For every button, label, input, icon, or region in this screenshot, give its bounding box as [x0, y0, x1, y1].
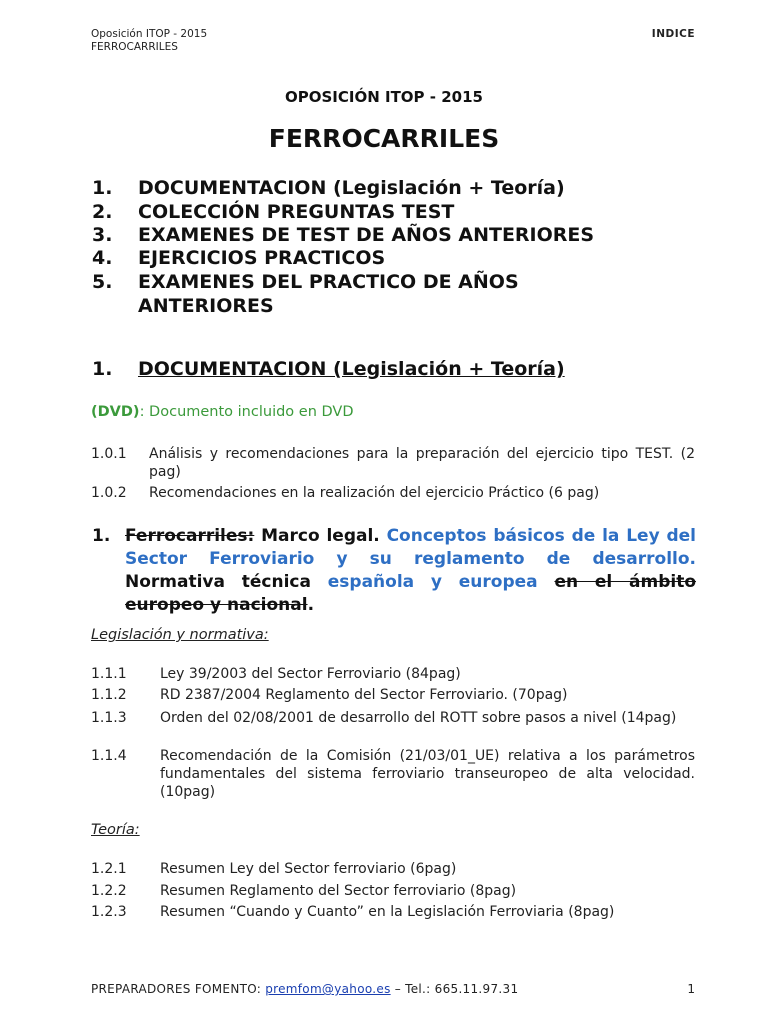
list-item: 1.1.2 RD 2387/2004 Reglamento del Sector Ferroviario. (70pag) — [91, 687, 568, 703]
footer-prefix: PREPARADORES FOMENTO: — [91, 982, 266, 996]
toc-item: 3. EXAMENES DE TEST DE AÑOS ANTERIORES — [92, 224, 595, 246]
document-title: FERROCARRILES — [268, 124, 500, 153]
teoria-heading: Teoría: — [91, 822, 140, 838]
dvd-text: : Documento incluido en DVD — [139, 404, 354, 420]
header-subject: FERROCARRILES — [91, 41, 178, 53]
subsection-text: Ferrocarriles: Marco legal. Conceptos básicos de la Ley del Sector Ferroviario y su reglamento de desarrollo. Normativa técnica española y europea en el ámbito europeo y nacional. — [125, 526, 696, 615]
toc-item: 2. COLECCIÓN PREGUNTAS TEST — [92, 201, 455, 223]
list-item: 1.1.4 Recomendación de la Comisión (21/03/01_UE) relativa a los parámetros fundamentales del sistema ferroviario transeuropeo de alta velocidad. (10pag) — [91, 748, 695, 800]
toc-item: 1. DOCUMENTACION (Legislación + Teoría) — [92, 177, 565, 199]
list-item: 1.1.3 Orden del 02/08/2001 de desarrollo del ROTT sobre pasos a nivel (14pag) — [91, 710, 677, 726]
footer-email-link[interactable]: premfom@yahoo.es — [265, 982, 391, 996]
list-item: 1.0.2 Recomendaciones en la realización del ejercicio Práctico (6 pag) — [91, 485, 600, 501]
subsection-heading: 1. Ferrocarriles: Marco legal. Conceptos básicos de la Ley del Sector Ferroviario y su reglamento de desarrollo. Normativa técnica española y europea en el ámbito europeo y nacional. — [92, 526, 696, 615]
header-exam-title: Oposición ITOP - 2015 — [91, 28, 208, 40]
dvd-label: (DVD) — [91, 404, 140, 420]
list-item: 1.1.1 Ley 39/2003 del Sector Ferroviario (84pag) — [91, 666, 461, 682]
footer-phone: – Tel.: 665.11.97.31 — [390, 982, 519, 996]
legislacion-heading: Legislación y normativa: — [91, 627, 269, 643]
list-item: 1.2.1 Resumen Ley del Sector ferroviario (6pag) — [91, 861, 457, 877]
header-left — [91, 28, 207, 54]
list-item: 1.2.3 Resumen “Cuando y Cuanto” en la Legislación Ferroviaria (8pag) — [91, 904, 615, 920]
section-heading: 1. DOCUMENTACION (Legislación + Teoría) — [92, 358, 565, 380]
toc-item: 5. EXAMENES DEL PRACTICO DE AÑOS — [92, 271, 519, 293]
footer — [91, 982, 518, 996]
document-subtitle: OPOSICIÓN ITOP - 2015 — [285, 88, 483, 106]
page-number: 1 — [687, 982, 695, 996]
toc-item: 4. EJERCICIOS PRACTICOS — [92, 247, 386, 269]
list-item: 1.2.2 Resumen Reglamento del Sector ferroviario (8pag) — [91, 883, 517, 899]
list-item: 1.0.1 Análisis y recomendaciones para la preparación del ejercicio tipo TEST. (2 pag) — [91, 446, 695, 480]
dvd-note — [91, 403, 354, 421]
toc-item-continuation: ANTERIORES — [138, 295, 274, 317]
header-index-label: INDICE — [651, 28, 695, 40]
